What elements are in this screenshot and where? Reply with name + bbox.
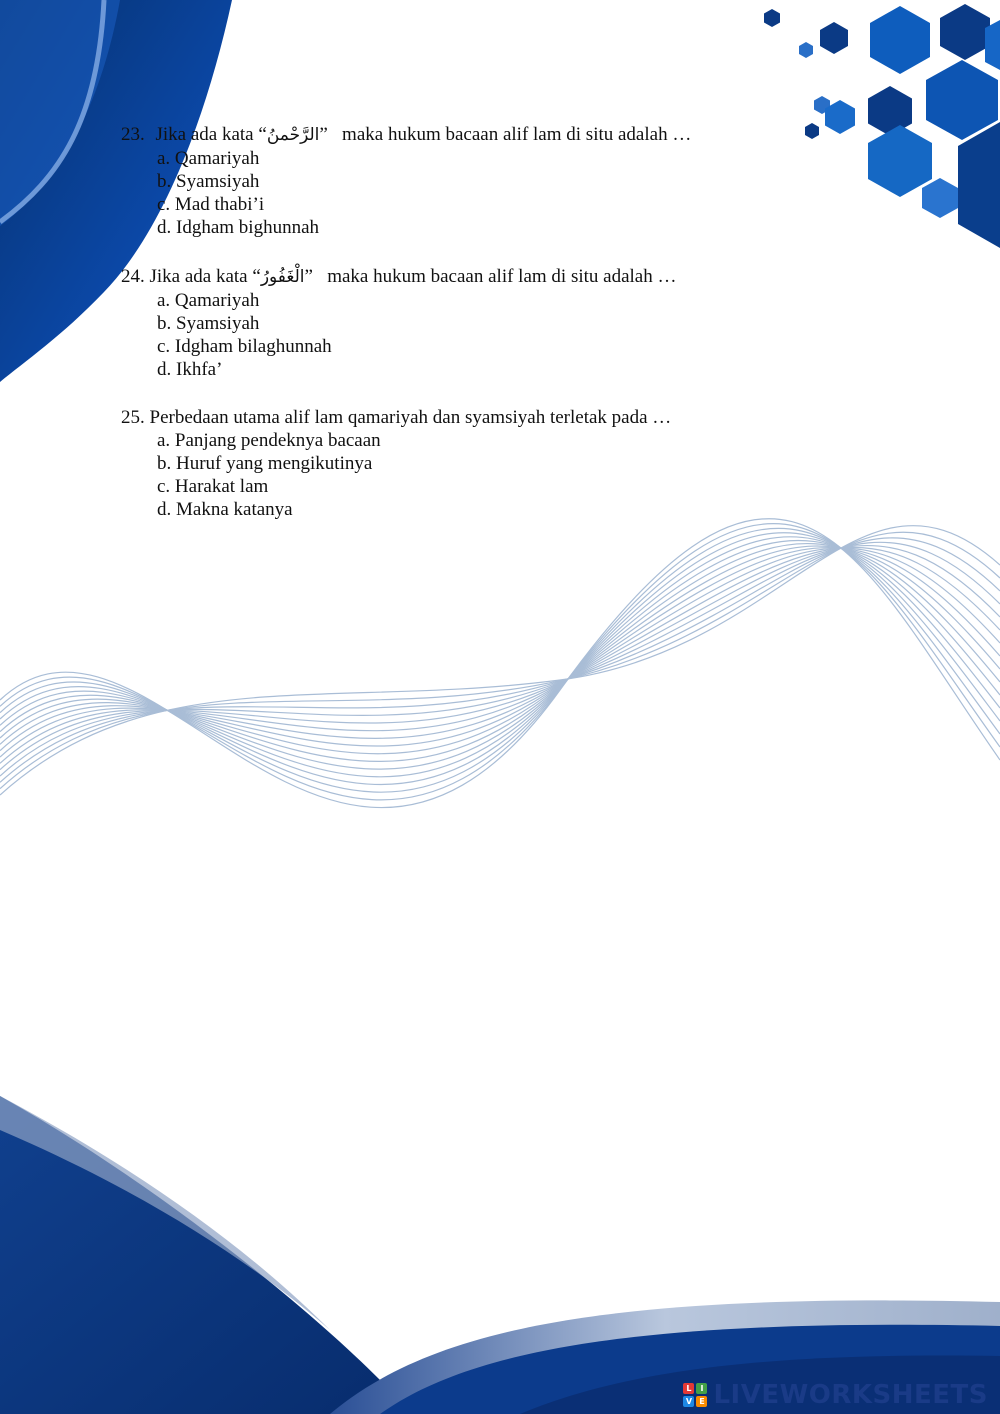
- wave-line: [0, 519, 1000, 808]
- wave-line: [0, 532, 1000, 788]
- bottom-swoosh: [0, 1096, 1000, 1414]
- liveworksheets-watermark: [683, 1380, 988, 1410]
- option-d[interactable]: d. Makna katanya: [157, 499, 293, 520]
- option-c[interactable]: c. Idgham bilaghunnah: [157, 336, 332, 357]
- question-suffix: ” maka hukum bacaan alif lam di situ adalah …: [319, 124, 692, 145]
- watermark-text: LIVEWORKSHEETS: [713, 1380, 988, 1410]
- option-b[interactable]: b. Huruf yang mengikutinya: [157, 453, 373, 474]
- question-25: [121, 406, 671, 521]
- option-a[interactable]: a. Qamariyah: [157, 148, 260, 169]
- wave-line: [0, 548, 1000, 751]
- option-d[interactable]: d. Ikhfa’: [157, 359, 223, 380]
- wave-line: [0, 548, 1000, 757]
- wave-line: [0, 537, 1000, 777]
- hexagon-cluster: [764, 4, 1000, 248]
- question-text: [121, 265, 676, 289]
- wave-lines: [0, 519, 1000, 808]
- liveworksheets-logo-icon: L I V E: [683, 1383, 707, 1407]
- question-prefix: Jika ada kata “: [155, 124, 267, 145]
- wave-line: [0, 546, 1000, 754]
- option-a[interactable]: a. Panjang pendeknya bacaan: [157, 430, 381, 451]
- question-23: [121, 123, 691, 239]
- option-c[interactable]: c. Mad thabi’i: [157, 194, 265, 215]
- option-list: [121, 147, 691, 239]
- arabic-word: الْغَفُورُ: [260, 267, 305, 287]
- option-d[interactable]: d. Idgham bighunnah: [157, 217, 320, 238]
- option-list: [121, 429, 671, 521]
- question-prefix: Perbedaan utama alif lam qamariyah dan syamsiyah terletak pada …: [149, 407, 672, 428]
- question-prefix: Jika ada kata “: [149, 266, 261, 287]
- wave-line: [0, 538, 1000, 782]
- question-number: 25.: [121, 407, 145, 428]
- option-a[interactable]: a. Qamariyah: [157, 290, 260, 311]
- option-b[interactable]: b. Syamsiyah: [157, 313, 260, 334]
- option-b[interactable]: b. Syamsiyah: [157, 171, 260, 192]
- wave-line: [0, 526, 1000, 795]
- wave-line: [0, 546, 1000, 770]
- wave-line: [0, 544, 1000, 762]
- option-list: [121, 289, 676, 381]
- question-suffix: ” maka hukum bacaan alif lam di situ adalah …: [304, 266, 677, 287]
- wave-line: [0, 540, 1000, 769]
- question-number: 23.: [121, 124, 145, 145]
- wave-line: [0, 547, 1000, 763]
- option-c[interactable]: c. Harakat lam: [157, 476, 269, 497]
- arabic-word: الرَّحْمنُ: [266, 125, 320, 145]
- question-text: [121, 123, 691, 147]
- wave-line: [0, 542, 1000, 776]
- question-text: [121, 406, 671, 429]
- question-number: 24.: [121, 266, 145, 287]
- wave-line: [0, 533, 1000, 785]
- question-24: [121, 265, 676, 381]
